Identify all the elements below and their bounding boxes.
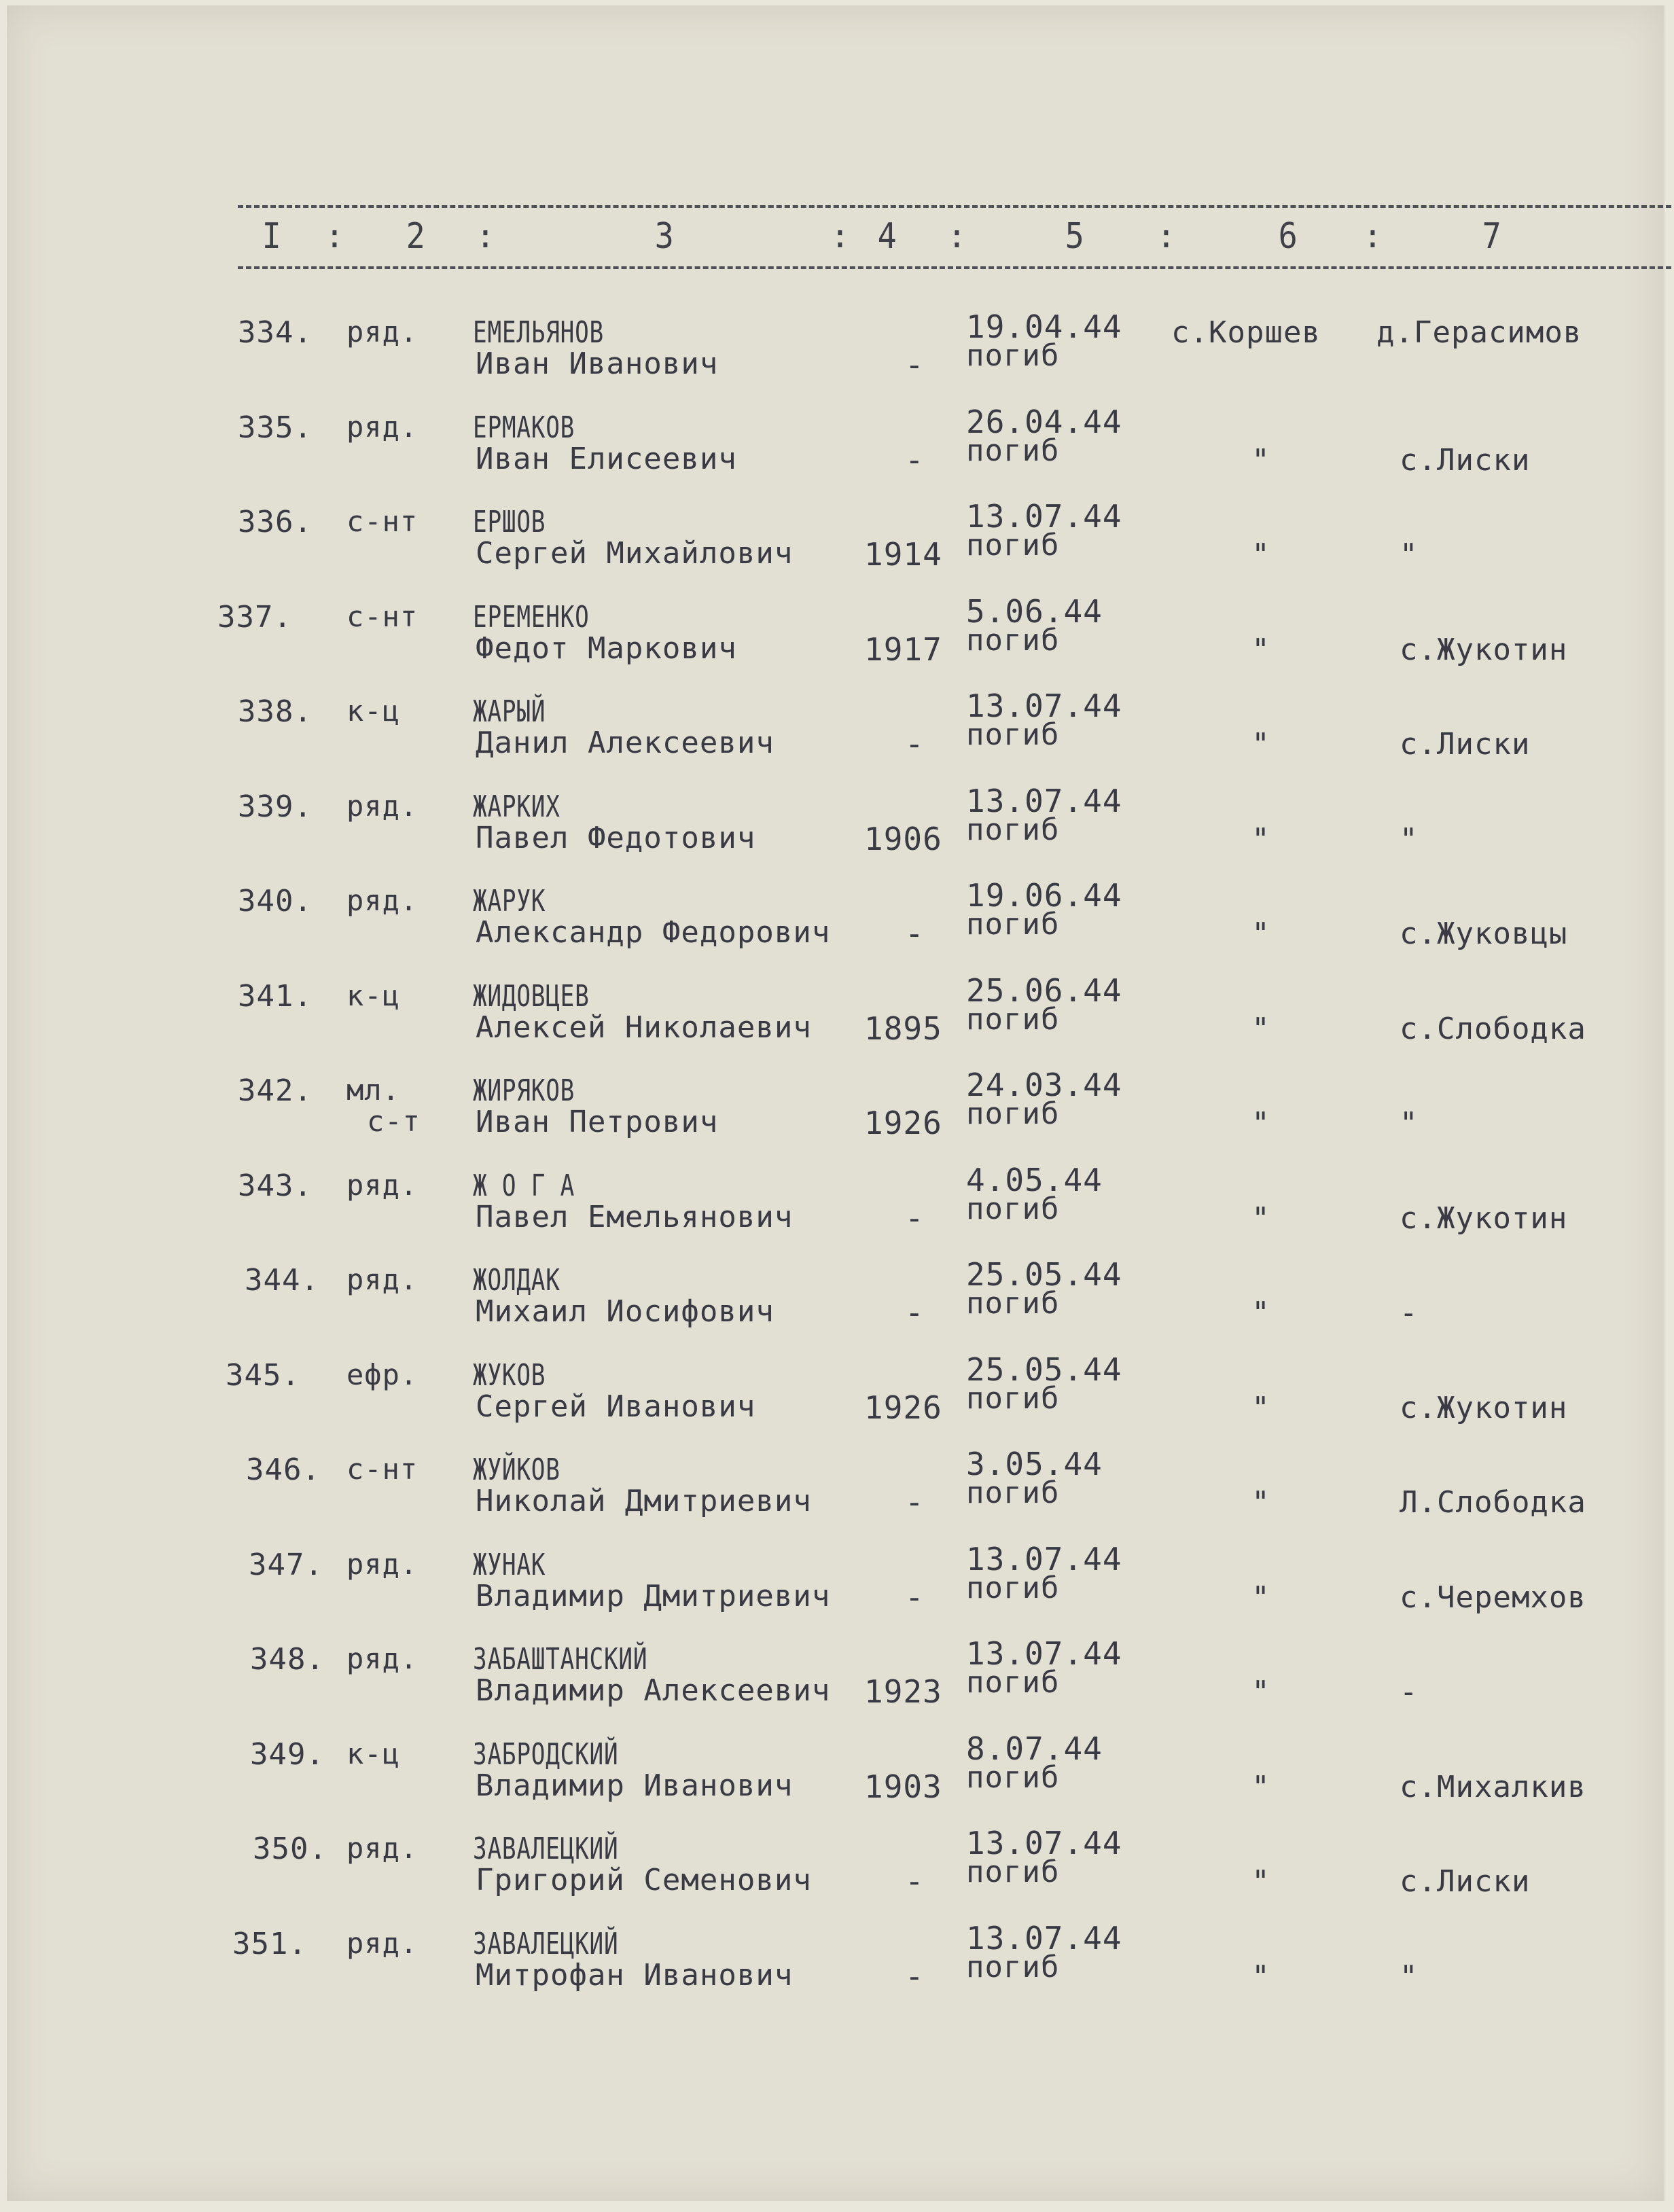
- record-row: [7, 592, 1674, 688]
- record-number: 344.: [245, 1263, 319, 1298]
- record-column-6: ": [1251, 1675, 1270, 1709]
- record-surname: ЕРШОВ: [473, 505, 546, 539]
- record-row: [7, 1351, 1674, 1446]
- record-column-6: ": [1251, 632, 1270, 667]
- column-number: 2: [406, 216, 425, 257]
- record-column-7: -: [1400, 1675, 1419, 1709]
- record-fate: погиб: [966, 1760, 1060, 1795]
- record-surname: ЕМЕЛЬЯНОВ: [473, 315, 604, 350]
- column-separator: :: [830, 217, 850, 255]
- record-given-names: Иван Иванович: [476, 346, 719, 381]
- record-row: [7, 782, 1674, 878]
- column-header: [238, 200, 1671, 281]
- record-fate: погиб: [966, 1570, 1060, 1605]
- record-row: [7, 1730, 1674, 1825]
- record-date: 13.07.44: [966, 688, 1122, 724]
- record-rank: ряд.: [346, 1832, 418, 1865]
- record-number: 343.: [238, 1168, 313, 1203]
- record-column-7: ": [1400, 537, 1419, 572]
- record-given-names: Владимир Алексеевич: [476, 1673, 831, 1708]
- record-column-6: ": [1251, 537, 1270, 572]
- record-date: 25.06.44: [966, 971, 1122, 1009]
- record-fate: погиб: [966, 717, 1060, 752]
- record-column-6: ": [1251, 821, 1270, 857]
- record-surname: ЖОЛДАК: [473, 1263, 560, 1298]
- record-rank: ряд.: [346, 1926, 418, 1960]
- record-surname: ЗАВАЛЕЦКИЙ: [473, 1832, 619, 1866]
- record-row: [7, 971, 1674, 1067]
- record-date: 25.05.44: [966, 1351, 1122, 1388]
- record-column-6: ": [1251, 1296, 1270, 1330]
- record-surname: Ж О Г А: [473, 1168, 575, 1203]
- record-birth-year: -: [905, 1294, 925, 1331]
- record-fate: погиб: [966, 338, 1060, 373]
- record-column-7: д.Герасимов: [1376, 315, 1582, 350]
- record-column-6: ": [1251, 1200, 1270, 1236]
- record-date: 25.05.44: [966, 1256, 1122, 1293]
- record-column-6: ": [1251, 1106, 1270, 1141]
- record-column-6: ": [1251, 442, 1270, 478]
- record-row: [7, 1256, 1674, 1351]
- record-given-names: Павел Федотович: [476, 820, 756, 855]
- record-row: [7, 1540, 1674, 1636]
- column-number: 7: [1482, 216, 1501, 257]
- record-rank: ряд.: [346, 1168, 418, 1202]
- record-column-7: с.Жукотин: [1400, 632, 1568, 667]
- record-rank: ряд.: [346, 1642, 418, 1675]
- record-number: 347.: [249, 1547, 323, 1582]
- record-date: 26.04.44: [966, 403, 1122, 440]
- record-column-6: ": [1251, 1485, 1270, 1520]
- record-row: [7, 308, 1674, 404]
- record-column-7: с.Жуковцы: [1400, 916, 1568, 951]
- record-given-names: Митрофан Иванович: [476, 1957, 794, 1993]
- record-fate: погиб: [966, 812, 1060, 847]
- record-birth-year: -: [905, 1957, 925, 1995]
- record-birth-year: -: [905, 915, 925, 952]
- record-rank-line2: с-т: [367, 1105, 421, 1138]
- column-separator: :: [325, 217, 344, 255]
- record-birth-year: -: [905, 1199, 925, 1236]
- record-row: [7, 877, 1674, 972]
- record-rank: к-ц: [346, 1736, 400, 1770]
- record-number: 338.: [238, 694, 313, 729]
- record-column-7: с.Жукотин: [1400, 1200, 1568, 1236]
- record-birth-year: -: [905, 1578, 925, 1616]
- record-given-names: Федот Маркович: [476, 630, 737, 666]
- record-fate: погиб: [966, 1001, 1060, 1037]
- record-surname: ЖУКОВ: [473, 1357, 546, 1393]
- record-column-6: ": [1251, 1390, 1270, 1425]
- record-row: [7, 403, 1674, 499]
- record-given-names: Данил Алексеевич: [476, 726, 774, 760]
- record-date: 8.07.44: [966, 1730, 1103, 1767]
- record-rank: с-нт: [346, 505, 418, 538]
- record-fate: погиб: [966, 622, 1060, 658]
- record-number: 337.: [217, 599, 292, 635]
- record-row: [7, 1635, 1674, 1730]
- record-given-names: Сергей Михайлович: [476, 536, 794, 571]
- record-rank: ряд.: [346, 410, 418, 444]
- record-row: [7, 498, 1674, 593]
- record-birth-year: -: [905, 346, 925, 383]
- record-given-names: Алексей Николаевич: [476, 1010, 812, 1045]
- record-column-6: с.Коршев: [1171, 315, 1321, 350]
- document-page: [7, 5, 1664, 2201]
- record-birth-year: -: [905, 441, 925, 478]
- record-surname: ЗАБАШТАНСКИЙ: [473, 1642, 648, 1677]
- record-column-7: ": [1400, 821, 1419, 857]
- record-surname: ЖИДОВЦЕВ: [473, 978, 590, 1014]
- record-fate: погиб: [966, 1855, 1060, 1889]
- record-column-6: ": [1251, 727, 1270, 762]
- record-rank: с-нт: [346, 1452, 418, 1486]
- record-date: 13.07.44: [966, 498, 1122, 535]
- record-fate: погиб: [966, 1665, 1060, 1700]
- record-rank: с-нт: [346, 599, 418, 633]
- column-number: 6: [1278, 216, 1298, 257]
- record-rank: ефр.: [346, 1357, 418, 1391]
- record-fate: погиб: [966, 433, 1060, 468]
- record-column-7: ": [1400, 1106, 1419, 1141]
- record-date: 13.07.44: [966, 1635, 1122, 1672]
- record-rank: ряд.: [346, 315, 418, 349]
- record-fate: погиб: [966, 1949, 1060, 1984]
- column-separator: :: [476, 217, 495, 255]
- column-number: 4: [877, 216, 897, 257]
- record-number: 334.: [238, 315, 313, 350]
- record-fate: погиб: [966, 1096, 1060, 1131]
- record-surname: ЖАРУК: [473, 884, 546, 918]
- record-given-names: Михаил Иосифович: [476, 1294, 774, 1329]
- record-birth-year: 1895: [864, 1010, 942, 1047]
- record-rank: к-ц: [346, 978, 400, 1012]
- record-given-names: Павел Емельянович: [476, 1199, 794, 1234]
- record-given-names: Григорий Семенович: [476, 1863, 812, 1897]
- record-column-7: Л.Слободка: [1400, 1485, 1586, 1520]
- record-column-7: с.Лиски: [1400, 1864, 1531, 1899]
- record-column-7: с.Слободка: [1400, 1011, 1586, 1046]
- record-date: 13.07.44: [966, 1919, 1122, 1957]
- record-column-7: с.Черемхов: [1400, 1580, 1586, 1615]
- record-number: 349.: [250, 1736, 325, 1772]
- record-number: 340.: [238, 884, 313, 918]
- header-dash-line-top: [238, 205, 1671, 208]
- column-separator: :: [1363, 217, 1383, 255]
- record-rank: мл.: [346, 1073, 400, 1107]
- record-given-names: Владимир Дмитриевич: [476, 1578, 831, 1613]
- record-date: 19.06.44: [966, 877, 1122, 914]
- record-column-7: с.Михалкив: [1400, 1769, 1586, 1804]
- record-fate: погиб: [966, 1286, 1060, 1321]
- record-column-7: ": [1400, 1959, 1419, 1994]
- record-column-6: ": [1251, 1011, 1270, 1046]
- record-surname: ЖАРКИХ: [473, 789, 560, 824]
- record-birth-year: 1926: [864, 1389, 942, 1426]
- column-separator: :: [947, 217, 967, 255]
- record-date: 13.07.44: [966, 1825, 1122, 1861]
- record-number: 350.: [253, 1832, 327, 1866]
- record-date: 3.05.44: [966, 1446, 1103, 1482]
- record-number: 351.: [232, 1926, 307, 1961]
- record-column-6: ": [1251, 916, 1270, 951]
- record-surname: ЕРМАКОВ: [473, 410, 575, 445]
- record-column-6: ": [1251, 1959, 1270, 1994]
- record-fate: погиб: [966, 1476, 1060, 1510]
- record-given-names: Сергей Иванович: [476, 1389, 756, 1424]
- record-number: 339.: [238, 789, 313, 824]
- column-separator: :: [1156, 217, 1176, 255]
- record-date: 13.07.44: [966, 1540, 1122, 1577]
- record-number: 346.: [246, 1452, 321, 1487]
- record-surname: ЗАБРОДСКИЙ: [473, 1736, 619, 1772]
- record-fate: погиб: [966, 907, 1060, 942]
- record-rank: ряд.: [346, 1547, 418, 1581]
- record-number: 335.: [238, 410, 313, 445]
- record-given-names: Владимир Иванович: [476, 1768, 794, 1803]
- record-birth-year: -: [905, 726, 925, 762]
- record-fate: погиб: [966, 528, 1060, 563]
- column-number: 3: [654, 216, 674, 257]
- record-row: [7, 1067, 1674, 1162]
- record-column-7: с.Лиски: [1400, 727, 1531, 762]
- record-row: [7, 1825, 1674, 1920]
- record-date: 4.05.44: [966, 1161, 1103, 1198]
- record-rank: к-ц: [346, 694, 400, 728]
- record-row: [7, 1161, 1674, 1257]
- record-date: 5.06.44: [966, 592, 1103, 630]
- record-fate: погиб: [966, 1380, 1060, 1416]
- record-birth-year: 1906: [864, 820, 942, 857]
- record-given-names: Николай Дмитриевич: [476, 1484, 812, 1518]
- record-surname: ЗАВАЛЕЦКИЙ: [473, 1926, 619, 1961]
- record-given-names: Иван Елисеевич: [476, 441, 737, 476]
- record-date: 19.04.44: [966, 308, 1122, 345]
- record-number: 341.: [238, 978, 313, 1014]
- column-number: I: [262, 216, 281, 257]
- record-birth-year: 1903: [864, 1768, 942, 1805]
- record-row: [7, 1919, 1674, 2015]
- record-rank: ряд.: [346, 884, 418, 917]
- record-number: 342.: [238, 1073, 313, 1108]
- record-date: 13.07.44: [966, 782, 1122, 819]
- record-birth-year: 1917: [864, 630, 942, 668]
- record-surname: ЖУЙКОВ: [473, 1452, 560, 1487]
- record-birth-year: 1923: [864, 1673, 942, 1710]
- record-birth-year: -: [905, 1863, 925, 1899]
- record-column-7: с.Лиски: [1400, 442, 1531, 478]
- record-surname: ЖАРЫЙ: [473, 694, 546, 729]
- record-birth-year: 1926: [864, 1105, 942, 1141]
- record-column-6: ": [1251, 1769, 1270, 1804]
- record-surname: ЖИРЯКОВ: [473, 1073, 575, 1108]
- record-rank: ряд.: [346, 1263, 418, 1296]
- record-row: [7, 1446, 1674, 1541]
- record-column-7: -: [1400, 1296, 1419, 1330]
- record-rank: ряд.: [346, 789, 418, 823]
- record-given-names: Александр Федорович: [476, 915, 831, 950]
- record-birth-year: -: [905, 1484, 925, 1520]
- record-fate: погиб: [966, 1191, 1060, 1226]
- record-number: 348.: [250, 1642, 325, 1677]
- record-row: [7, 688, 1674, 783]
- record-given-names: Иван Петрович: [476, 1105, 719, 1139]
- column-number: 5: [1065, 216, 1084, 257]
- record-date: 24.03.44: [966, 1067, 1122, 1103]
- record-birth-year: 1914: [864, 536, 942, 573]
- record-column-6: ": [1251, 1580, 1270, 1615]
- record-surname: ЖУНАК: [473, 1547, 546, 1582]
- record-column-7: с.Жукотин: [1400, 1390, 1568, 1425]
- record-surname: ЕРЕМЕНКО: [473, 599, 590, 635]
- record-number: 336.: [238, 505, 313, 539]
- record-column-6: ": [1251, 1864, 1270, 1899]
- header-dash-line-bottom: [238, 266, 1671, 269]
- record-number: 345.: [226, 1357, 300, 1393]
